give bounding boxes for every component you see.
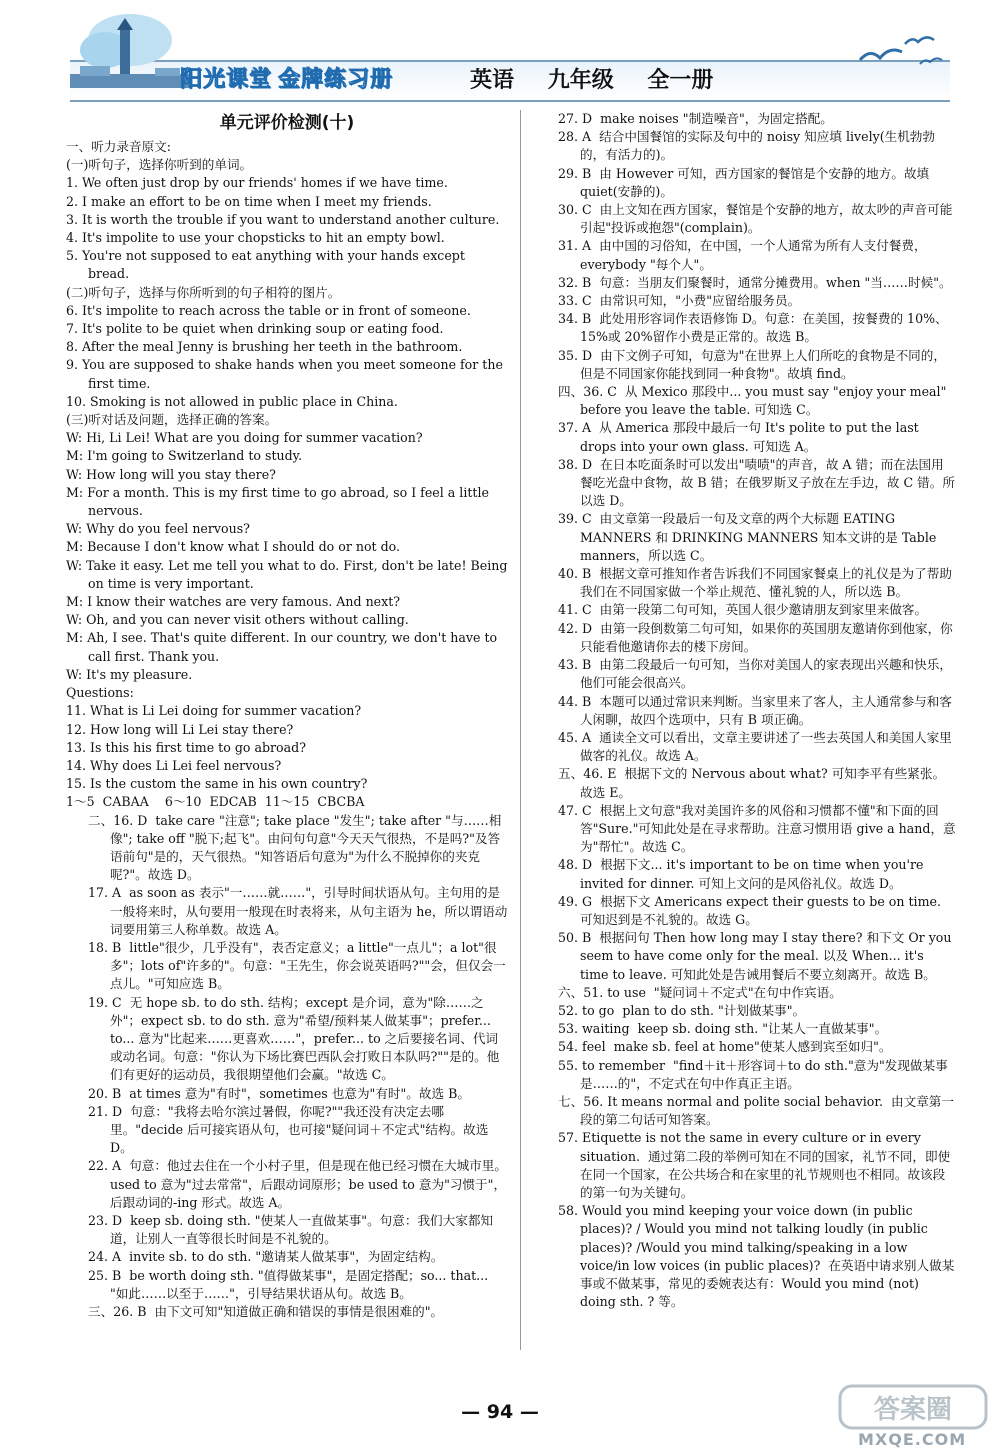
left-line: 17. A as soon as 表示"一……就……"，引导时间状语从句。主句用的是一般将来时，从句要用一般现在时表将来，从句主语为 he，所以谓语动词要用第三人称单数。故选 A。 <box>88 885 508 937</box>
right-line: 58. Would you mind keeping your voice down (in public places)? / Would you mind not talking loudly (in public places)? /Would you mind talking/speaking in a low voice/in low voices (in public places)? 在英语中请求别人做某事或不做某事，常见的委婉表达有：Would you mind (not) doing sth. ? 等。 <box>558 1203 955 1310</box>
page-header <box>0 0 1000 98</box>
left-line: 二、16. D take care "注意"; take place "发生"; take after "与……相像"; take off "脱下;起飞"。由问句句意"今天天气很热，不是吗?"及答语前句"是的，天气很热。"知答语后句意为"为什么不脱掉你的夹克呢?"。故选 D。 <box>88 812 502 883</box>
left-line: 12. How long will Li Lei stay there? <box>66 721 294 737</box>
birds-icon <box>850 30 950 75</box>
right-line: 四、36. C 从 Mexico 那段中... you must say "enjoy your meal" before you leave the table. 可知选 C。 <box>558 384 951 418</box>
left-line: (一)听句子，选择你听到的单词。 <box>66 157 253 173</box>
grade: 九年级 <box>547 68 614 93</box>
subject: 英语 <box>470 68 515 93</box>
right-line: 54. feel make sb. feel at home"使某人感到宾至如归"。 <box>558 1039 892 1055</box>
left-line: W: How long will you stay there? <box>66 466 276 482</box>
right-line: 五、46. E 根据下文的 Nervous about what? 可知李平有些紧张。故选 E。 <box>558 766 946 800</box>
brand-part-1: 阳光课堂 <box>180 67 273 92</box>
left-line: M: I'm going to Switzerland to study. <box>66 448 303 464</box>
right-line: 32. B 句意：当朋友们聚餐时，通常分摊费用。when "当……时候"。 <box>558 274 952 290</box>
left-line: W: Why do you feel nervous? <box>66 521 250 537</box>
right-line: 55. to remember "find＋it＋形容词＋to do sth."意为"发现做某事是……的"，不定式在句中作真正主语。 <box>558 1057 948 1091</box>
left-line: 11. What is Li Lei doing for summer vacation? <box>66 703 362 719</box>
left-line: W: Take it easy. Let me tell you what to do. First, don't be late! Being on time is very important. <box>66 557 512 591</box>
left-line: 21. D 句意："我将去哈尔滨过暑假，你呢?""我还没有决定去哪里。"decide 后可接宾语从句，也可接"疑问词＋不定式"结构。故选 D。 <box>88 1103 493 1156</box>
left-line: 三、26. B 由下文可知"知道做正确和错误的事情是很困难的"。 <box>88 1304 444 1319</box>
volume: 全一册 <box>647 68 714 93</box>
right-line: 37. A 从 America 那段中最后一句 It's polite to put the last drops into your own glass. 可知选 A。 <box>558 420 923 454</box>
right-line: 50. B 根据问句 Then how long may I stay there? 和下文 Or you seem to have come only for the meal. 以及 When... it's time to leave. 可知此处是告诫用餐后不要立刻离开。故选 B。 <box>558 930 956 982</box>
left-line: 8. After the meal Jenny is brushing her teeth in the bathroom. <box>66 339 463 355</box>
right-line: 30. C 由上文知在西方国家，餐馆是个安静的地方，故太吵的声音可能引起"投诉或抱怨"(complain)。 <box>558 202 953 236</box>
left-line: 23. D keep sb. doing sth. "使某人一直做某事"。句意：我们大家都知道，让别人一直等很长时间是不礼貌的。 <box>88 1212 494 1247</box>
left-line: 一、听力录音原文: <box>66 139 171 154</box>
left-line: M: I know their watches are very famous. And next? <box>66 594 401 610</box>
right-line: 42. D 由第一段倒数第二句可知，如果你的英国朋友邀请你到他家，你只能看他邀请你去的楼下房间。 <box>558 620 953 654</box>
left-line: 13. Is this his first time to go abroad? <box>66 739 306 755</box>
left-line: (三)听对话及问题，选择正确的答案。 <box>66 412 278 428</box>
right-line: 47. C 根据上文句意"我对美国许多的风俗和习惯都不懂"和下面的回答"Sure."可知此处是在寻求帮助。注意习惯用语 give a hand，意为"帮忙"。故选 C。 <box>558 802 956 855</box>
left-line: 22. A 句意：他过去住在一个小村子里，但是现在他已经习惯在大城市里。used to 意为"过去常常"，后跟动词原形；be used to 意为"习惯于"，后跟动词的-ing 形式。故选 A。 <box>88 1158 507 1210</box>
column-divider <box>520 110 521 1350</box>
right-line: 53. waiting keep sb. doing sth. "让某人一直做某事"。 <box>558 1021 888 1037</box>
right-line: 六、51. to use "疑问词＋不定式"在句中作宾语。 <box>558 984 842 1000</box>
right-line: 29. B 由 However 可知，西方国家的餐馆是个安静的地方。故填 quiet(安静的)。 <box>558 165 934 199</box>
left-line: 4. It's impolite to use your chopsticks to hit an empty bowl. <box>66 230 445 246</box>
left-line: 20. B at times 意为"有时"，sometimes 也意为"有时"。故选 B。 <box>88 1085 470 1101</box>
brand-part-2: 金牌练习册 <box>278 67 394 92</box>
left-line: M: Because I don't know what I should do or not do. <box>66 539 401 555</box>
left-column <box>66 110 512 1321</box>
left-line: 6. It's impolite to reach across the table or in front of someone. <box>66 302 471 318</box>
book-meta <box>470 63 739 94</box>
right-line: 52. to go plan to do sth. "计划做某事"。 <box>558 1002 806 1018</box>
left-line: 5. You're not supposed to eat anything with your hands except bread. <box>66 248 469 282</box>
left-line: 7. It's polite to be quiet when drinking soup or eating food. <box>66 321 444 337</box>
right-line: 45. A 通读全文可以看出，文章主要讲述了一些去英国人和美国人家里做客的礼仪。故选 A。 <box>558 729 952 764</box>
left-line: 2. I make an effort to be on time when I meet my friends. <box>66 193 432 209</box>
right-line: 31. A 由中国的习俗知，在中国，一个人通常为所有人支付餐费，everybody "每个人"。 <box>558 238 927 272</box>
right-line: 33. C 由常识可知，"小费"应留给服务员。 <box>558 293 801 309</box>
right-line: 39. C 由文章第一段最后一句及文章的两个大标题 EATING MANNERS 和 DRINKING MANNERS 知本文讲的是 Table manners，所以选 C。 <box>558 511 941 563</box>
svg-text:答案圈: 答案圈 <box>873 1395 953 1425</box>
left-line: (二)听句子，选择与你所听到的句子相符的图片。 <box>66 284 341 300</box>
right-line: 27. D make noises "制造噪音"，为固定搭配。 <box>558 111 833 126</box>
left-line: 14. Why does Li Lei feel nervous? <box>66 757 282 773</box>
left-line: M: For a month. This is my first time to go abroad, so I feel a little nervous. <box>66 484 493 519</box>
left-line: 3. It is worth the trouble if you want to understand another culture. <box>66 211 500 227</box>
section-title: 单元评价检测(十) <box>219 113 355 133</box>
right-line: 38. D 在日本吃面条时可以发出"啧啧"的声音，故 A 错；而在法国用餐吃光盘中食物，故 B 错；在俄罗斯叉子放在左手边，故 C 错。所以选 D。 <box>558 456 955 509</box>
left-line: W: Hi, Li Lei! What are you doing for summer vacation? <box>66 430 423 446</box>
right-line: 41. C 由第一段第二句可知，英国人很少邀请朋友到家里来做客。 <box>558 602 928 618</box>
page-number: — 94 — <box>461 1401 539 1423</box>
right-line: 48. D 根据下文... it's important to be on time when you're invited for dinner. 可知上文问的是风俗礼仪。故选 D。 <box>558 857 928 891</box>
left-line: 1. We often just drop by our friends' homes if we have time. <box>66 175 448 191</box>
right-column <box>536 110 956 1311</box>
right-line: 七、56. It means normal and polite social behavior. 由文章第一段的第二句话可知答案。 <box>558 1093 954 1128</box>
left-line: 24. A invite sb. to do sth. "邀请某人做某事"，为固定结构。 <box>88 1249 444 1265</box>
right-line: 35. D 由下文例子可知，句意为"在世界上人们所吃的食物是不同的，但是不同国家你能找到同一种食物"。故填 find。 <box>558 347 946 381</box>
left-line: W: Oh, and you can never visit others without calling. <box>66 612 409 628</box>
right-line: 43. B 由第二段最后一句可知，当你对美国人的家表现出兴趣和快乐，他们可能会很高兴。 <box>558 657 952 691</box>
watermark-text: MXQE.COM <box>858 1430 967 1449</box>
left-line: W: It's my pleasure. <box>66 666 193 682</box>
left-line: 19. C 无 hope sb. to do sth. 结构；except 是介词，意为"除……之外"；expect sb. to do sth. 意为"希望/预料某人做某事"；prefer... to... 意为"比起来……更喜欢……"，prefer... to 之后要接名词、代词或动名词。句意："你认为下场比赛巴西队会打败日本队吗?""是的。他们有更好的运动员，我很期望他们会赢。"故选 C。 <box>88 994 500 1083</box>
right-line: 40. B 根据文章可推知作者告诉我们不同国家餐桌上的礼仪是为了帮助我们在不同国家做一个举止规范、懂礼貌的人，所以选 B。 <box>558 566 952 600</box>
right-line: 34. B 此处用形容词作表语修饰 D。句意：在美国，按餐费的 10%、15%或 20%留作小费是正常的。故选 B。 <box>558 311 948 345</box>
left-line: Questions: <box>66 685 134 701</box>
brand-title <box>180 62 393 93</box>
left-line: 15. Is the custom the same in his own country? <box>66 776 368 792</box>
right-line: 44. B 本题可以通过常识来判断。当家里来了客人，主人通常参与和客人闲聊，故四个选项中，只有 B 项正确。 <box>558 693 952 727</box>
left-line: M: Ah, I see. That's quite different. In our country, we don't have to call first. Thank you. <box>66 630 502 664</box>
right-line: 49. G 根据下文 Americans expect their guests to be on time. 可知迟到是不礼貌的。故选 G。 <box>558 893 945 927</box>
right-line: 28. A 结合中国餐馆的实际及句中的 noisy 知应填 lively(生机勃勃的，有活力的)。 <box>558 129 935 163</box>
left-line: 1～5 CABAA 6～10 EDCAB 11～15 CBCBA <box>66 794 365 810</box>
right-line: 57. Etiquette is not the same in every culture or in every situation. 通过第二段的举例可知在不同的国家，礼节不同，即使在同一个国家，在公共场合和在家里的礼节规则也不相同。故该段的第一句为关键句。 <box>558 1130 951 1200</box>
left-line: 10. Smoking is not allowed in public place in China. <box>66 393 398 409</box>
left-line: 9. You are supposed to shake hands when you meet someone for the first time. <box>66 357 507 391</box>
left-line: 25. B be worth doing sth. "值得做某事"，是固定搭配；so... that... "如此……以至于……"，引导结果状语从句。故选 B。 <box>88 1267 493 1301</box>
left-line: 18. B little"很少，几乎没有"，表否定意义；a little"一点儿"；a lot"很多"；lots of"许多的"。句意："王先生，你会说英语吗?""会，但仅会一点儿。"可知应选 B。 <box>88 939 506 992</box>
